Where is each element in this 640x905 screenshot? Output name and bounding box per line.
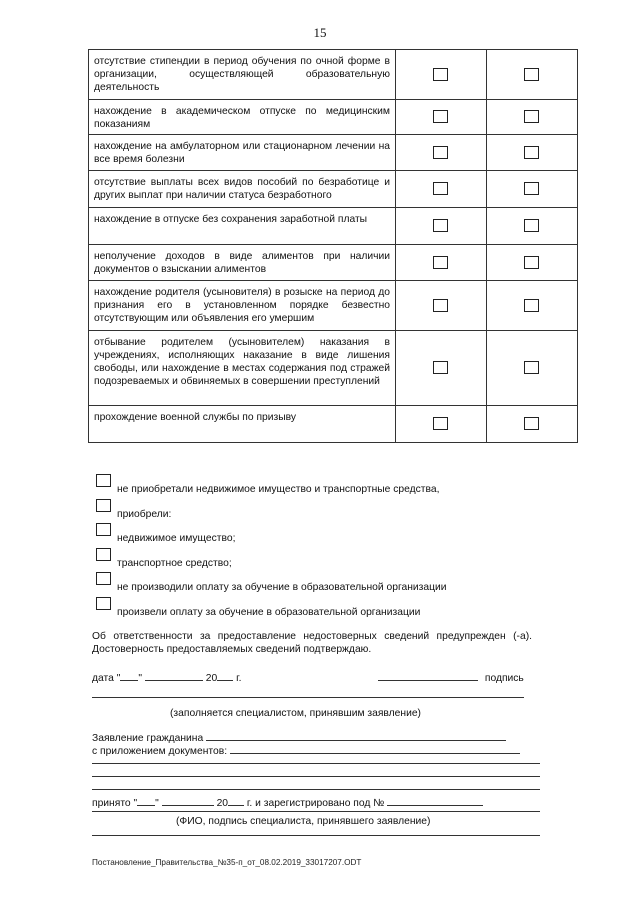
option-checkbox[interactable] (96, 548, 111, 561)
accepted-line (92, 795, 483, 809)
accepted-day-field[interactable] (137, 795, 155, 806)
row-label: нахождение в отпуске без сохранения заработной платы (89, 208, 396, 245)
page-number: 15 (313, 25, 327, 40)
fio-note: (ФИО, подпись специалиста, принявшего заявление) (176, 816, 431, 827)
table-row (89, 135, 578, 171)
option-label: не производили оплату за обучение в образовательной организации (117, 582, 447, 593)
row-label: нахождение на амбулаторном или стационарном лечении на все время болезни (89, 135, 396, 171)
table-row (89, 100, 578, 135)
attachments-label: с приложением документов: (92, 746, 228, 757)
checkbox-applicant[interactable] (433, 299, 448, 312)
date-month-field[interactable] (145, 670, 203, 681)
responsibility-statement: Об ответственности за предоставление недостоверных сведений предупрежден (-а). Достоверность предоставляемых сведений подтверждаю. (92, 631, 532, 655)
checkbox-applicant[interactable] (433, 68, 448, 81)
registration-number-field[interactable] (387, 795, 483, 806)
date-line (92, 670, 241, 684)
table-row (89, 245, 578, 281)
row-label: отсутствие стипендии в период обучения по очной форме в организации, осуществляющей образовательную деятельность (89, 50, 396, 100)
checkbox-applicant[interactable] (433, 256, 448, 269)
row-label: нахождение в академическом отпуске по медицинским показаниям (89, 100, 396, 135)
table-row (89, 331, 578, 406)
date-day-field[interactable] (120, 670, 138, 681)
attachments-field[interactable] (230, 743, 520, 754)
checkbox-applicant[interactable] (433, 182, 448, 195)
blank-line[interactable] (92, 789, 540, 790)
accepted-prefix: принято " (92, 798, 138, 809)
divider (92, 811, 540, 812)
row-label: нахождение родителя (усыновителя) в розыске на период до признания его в установленном порядке безвестно отсутствующим или объявления его умершим (89, 281, 396, 331)
checkbox-applicant[interactable] (433, 361, 448, 374)
divider (92, 697, 524, 698)
document-footer: Постановление_Правительства_№35-п_от_08.02.2019_33017207.ODT (92, 858, 362, 867)
table-row (89, 406, 578, 443)
table-row (89, 208, 578, 245)
checkbox-family-member[interactable] (524, 361, 539, 374)
checkbox-applicant[interactable] (433, 146, 448, 159)
date-prefix: дата " (92, 673, 121, 684)
checkbox-family-member[interactable] (524, 110, 539, 123)
option-checkbox[interactable] (96, 474, 111, 487)
attachments-line (92, 743, 520, 757)
option-checkbox[interactable] (96, 523, 111, 536)
blank-line[interactable] (92, 776, 540, 777)
option-label: транспортное средство; (117, 557, 232, 569)
option-label: недвижимое имущество; (117, 533, 236, 544)
accepted-year-field[interactable] (228, 795, 244, 806)
checkbox-family-member[interactable] (524, 219, 539, 232)
blank-line[interactable] (92, 763, 540, 764)
table-row (89, 50, 578, 100)
income-reasons-table (88, 49, 578, 443)
date-year-field[interactable] (217, 670, 233, 681)
option-checkbox[interactable] (96, 597, 111, 610)
date-year: 20 (205, 673, 218, 684)
date-suffix: г. (233, 673, 242, 684)
specialist-note: (заполняется специалистом, принявшим заявление) (170, 708, 421, 719)
accepted-month-field[interactable] (162, 795, 214, 806)
signature-line (378, 670, 524, 684)
option-label: приобрели: (117, 508, 172, 520)
accepted-suffix: г. и зарегистрировано под № (244, 798, 385, 809)
option-label: не приобретали недвижимое имущество и транспортные средства, (117, 484, 440, 495)
applicant-name-field[interactable] (206, 730, 506, 741)
table-row (89, 281, 578, 331)
application-line (92, 730, 506, 744)
checkbox-applicant[interactable] (433, 417, 448, 430)
checkbox-family-member[interactable] (524, 417, 539, 430)
date-quote: " (138, 673, 143, 684)
table-row (89, 171, 578, 208)
row-label: отбывание родителем (усыновителем) наказания в учреждениях, исполняющих наказание в виде лишения свободы, или нахождение в местах содержания под стражей подозреваемых и обвиняемых в совершении преступлений (89, 331, 396, 406)
divider (92, 835, 540, 836)
application-label: Заявление гражданина (92, 733, 204, 744)
row-label: прохождение военной службы по призыву (89, 406, 396, 443)
row-label: отсутствие выплаты всех видов пособий по безработице и других выплат при наличии статуса безработного (89, 171, 396, 208)
signature-label: подпись (484, 673, 524, 684)
checkbox-family-member[interactable] (524, 299, 539, 312)
checkbox-family-member[interactable] (524, 182, 539, 195)
accepted-quote: " (155, 798, 159, 809)
signature-field[interactable] (378, 670, 478, 681)
row-label: неполучение доходов в виде алиментов при наличии документов о взыскании алиментов (89, 245, 396, 281)
option-checkbox[interactable] (96, 572, 111, 585)
option-label: произвели оплату за обучение в образовательной организации (117, 606, 421, 618)
checkbox-family-member[interactable] (524, 68, 539, 81)
checkbox-family-member[interactable] (524, 256, 539, 269)
checkbox-family-member[interactable] (524, 146, 539, 159)
checkbox-applicant[interactable] (433, 219, 448, 232)
option-checkbox[interactable] (96, 499, 111, 512)
checkbox-applicant[interactable] (433, 110, 448, 123)
accepted-year: 20 (216, 798, 229, 809)
